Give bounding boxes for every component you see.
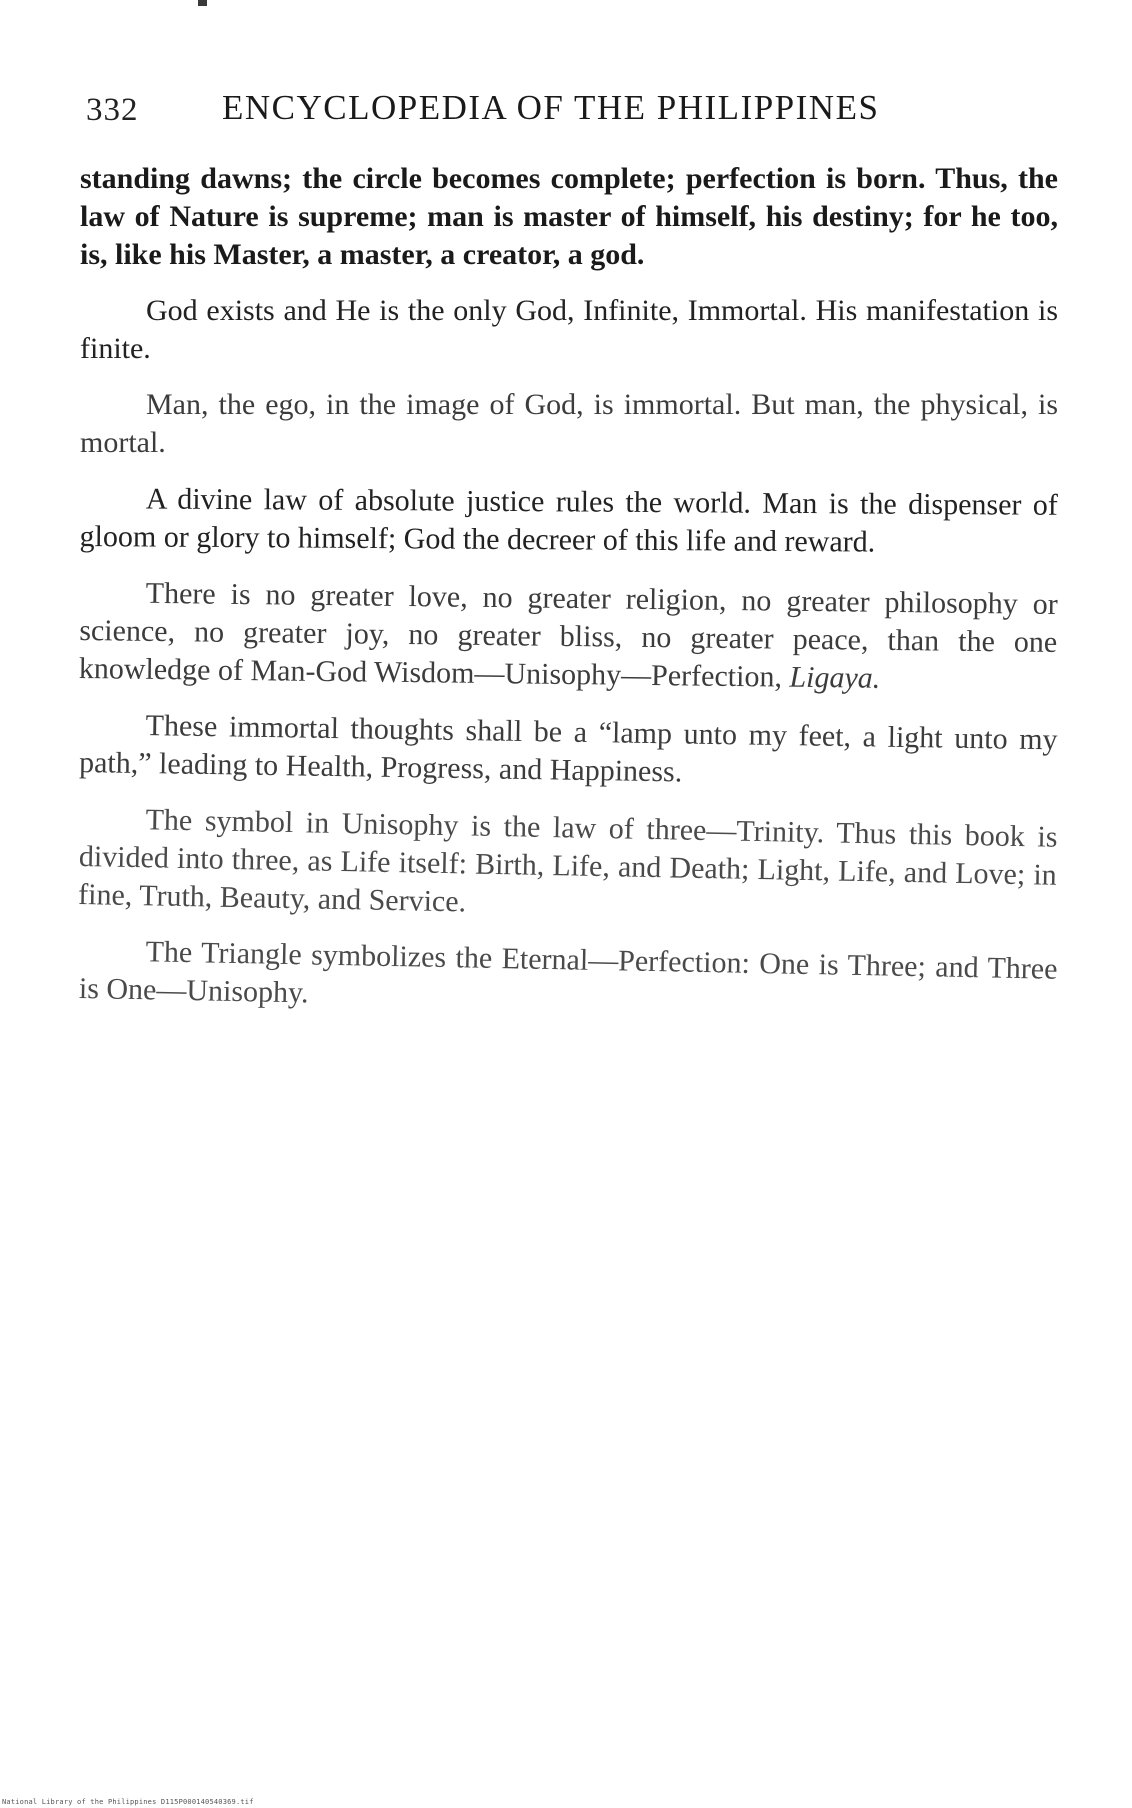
running-title: ENCYCLOPEDIA OF THE PHILIPPINES bbox=[222, 88, 880, 127]
paragraph-symbol-unisophy: The symbol in Unisophy is the law of three—Trinity. Thus this book is divided into three, as Life itself: Birth, Life, and Death; Light, Life, and Love; in fine, Truth, Beauty, and Service. bbox=[77, 803, 1058, 919]
paragraph-immortal-thoughts: These immortal thoughts shall be a “lamp unto my feet, a light unto my path,” leading to Health, Progress, and Happiness. bbox=[78, 709, 1058, 789]
paragraph-no-greater-love bbox=[79, 574, 1058, 700]
paragraph-triangle: The Triangle symbolizes the Eternal—Perfection: One is Three; and Three is One—Unisophy. bbox=[78, 935, 1058, 1010]
paragraph-god-exists: God exists and He is the only God, Infinite, Immortal. His manifestation is finite. bbox=[80, 294, 1058, 365]
paragraph-divine-law: A divine law of absolute justice rules the world. Man is the dispenser of gloom or glory to himself; God the decreer of this life and reward. bbox=[79, 482, 1058, 559]
paragraph-no-greater-love-text: There is no greater love, no greater religion, no greater philosophy or science, no greater joy, no greater bliss, no greater peace, than the one knowledge of Man-God Wisdom—Unisophy—Perfection, bbox=[78, 576, 1058, 694]
page-number: 332 bbox=[86, 92, 139, 128]
scan-footer: National Library of the Philippines D115P000140540369.tif bbox=[2, 1798, 254, 1806]
body-text bbox=[77, 160, 1058, 1026]
page-header bbox=[86, 88, 1066, 138]
scan-mark bbox=[198, 0, 207, 6]
paragraph-continuation: standing dawns; the circle becomes complete; perfection is born. Thus, the law of Nature is supreme; man is master of himself, his destiny; for he too, is, like his Master, a master, a creator, a god. bbox=[80, 162, 1058, 271]
ligaya-word: Ligaya. bbox=[789, 660, 881, 695]
paragraph-man-ego: Man, the ego, in the image of God, is immortal. But man, the physical, is mortal. bbox=[80, 388, 1058, 459]
